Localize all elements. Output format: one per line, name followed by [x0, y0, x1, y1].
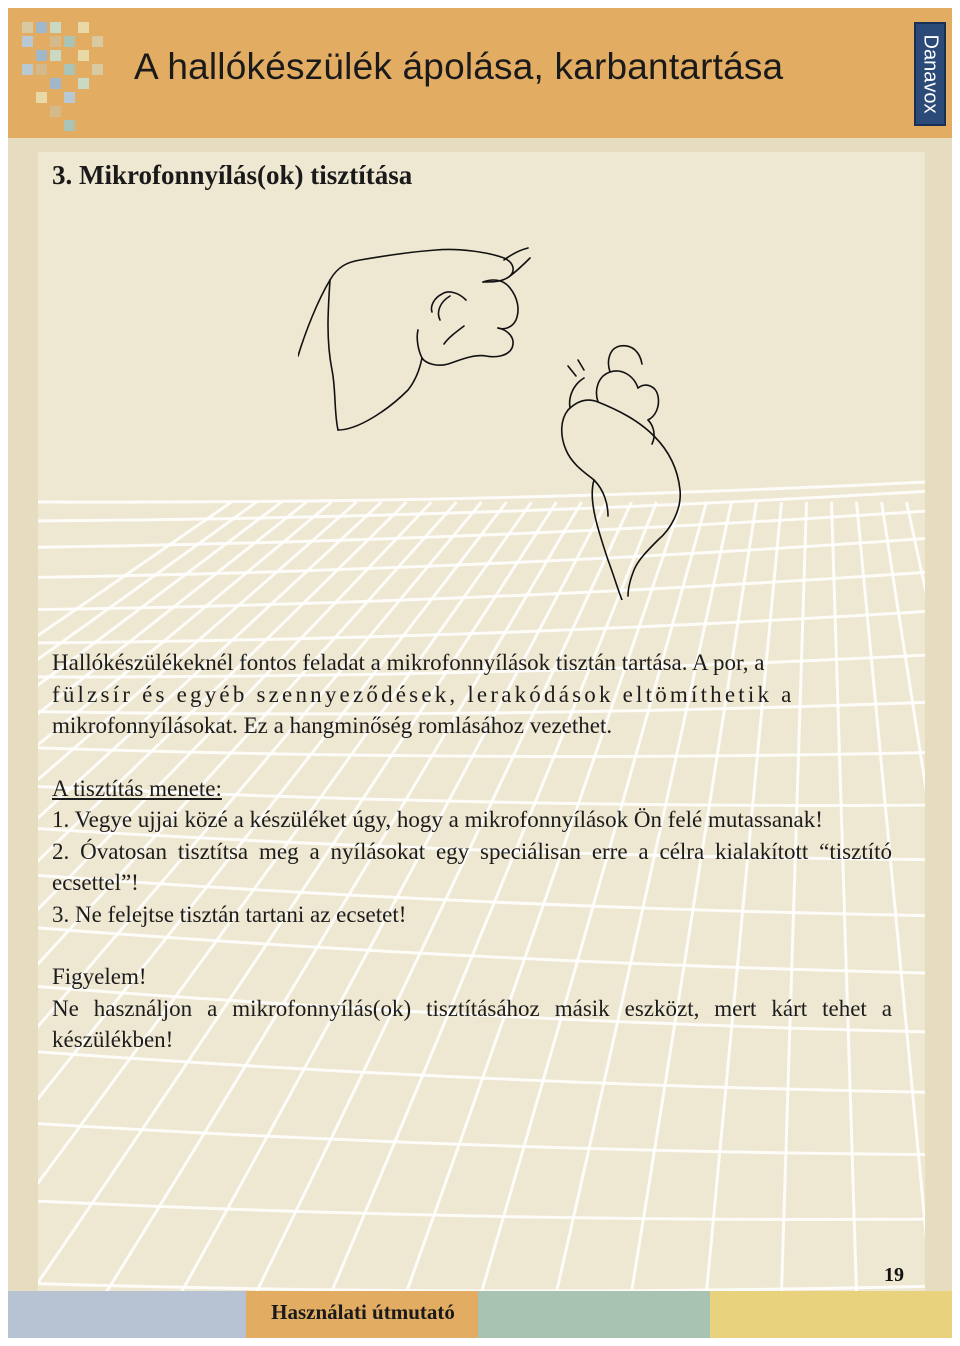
mosaic-tile [78, 50, 89, 61]
mosaic-tile [50, 78, 61, 89]
logo-text: Danavox [919, 34, 942, 114]
decorative-mosaic [8, 8, 118, 138]
mosaic-tile [36, 64, 47, 75]
mosaic-tile [22, 64, 33, 75]
warning-text: Ne használjon a mikrofonnyílás(ok) tisztításához másik eszközt, mert kárt tehet a készülékben! [52, 995, 892, 1052]
mosaic-tile [64, 64, 75, 75]
footer-segment [478, 1291, 710, 1338]
mosaic-tile [36, 92, 47, 103]
mosaic-tile [22, 22, 33, 33]
net-line [38, 1201, 925, 1219]
mosaic-tile [92, 36, 103, 47]
intro-line-1: Hallókészülékeknél fontos feladat a mikrofonnyílások tisztán tartása. A por, a [52, 650, 765, 675]
section-title: 3. Mikrofonnyílás(ok) tisztítása [52, 160, 413, 190]
mosaic-tile [92, 64, 103, 75]
hands-cleaning-icon [298, 240, 768, 600]
intro-line-2: fülzsír és egyéb szennyeződések, lerakódások eltömíthetik a [52, 681, 795, 707]
mosaic-tile [50, 22, 61, 33]
mosaic-tile [64, 92, 75, 103]
warning-heading: Figyelem! [52, 964, 147, 989]
mosaic-tile [36, 22, 47, 33]
mosaic-tile [64, 120, 75, 131]
steps-heading: A tisztítás menete: [52, 775, 222, 801]
step-3: 3. Ne felejtse tisztán tartani az ecsetet! [52, 901, 407, 927]
body-text [52, 647, 892, 1056]
header-bar [8, 8, 952, 138]
footer-segment [710, 1291, 952, 1338]
mosaic-tile [78, 78, 89, 89]
mosaic-tile [36, 50, 47, 61]
footer-color-bar [8, 1291, 952, 1338]
step-1: 1. Vegye ujjai közé a készüléket úgy, hogy a mikrofonnyílások Ön felé mutassanak! [52, 807, 823, 832]
content-panel [38, 152, 925, 1292]
page-number: 19 [884, 1264, 904, 1286]
step-2: 2. Óvatosan tisztítsa meg a nyílásokat egy speciálisan erre a célra kialakított “tisztító ecsettel”! [52, 838, 892, 895]
net-line [907, 502, 926, 1292]
mosaic-tile [50, 106, 61, 117]
mosaic-tile [50, 50, 61, 61]
footer-label: Használati útmutató [271, 1300, 455, 1324]
mosaic-tile [64, 36, 75, 47]
footer-segment [8, 1291, 246, 1338]
mosaic-tile [78, 22, 89, 33]
net-line [38, 1124, 925, 1155]
manual-page [8, 8, 952, 1338]
page-title: A hallókészülék ápolása, karbantartása [134, 46, 784, 87]
mosaic-tile [22, 36, 33, 47]
intro-line-3: mikrofonnyílásokat. Ez a hangminőség romlásához vezethet. [52, 713, 613, 738]
mosaic-tile [50, 36, 61, 47]
danavox-logo [914, 22, 946, 126]
